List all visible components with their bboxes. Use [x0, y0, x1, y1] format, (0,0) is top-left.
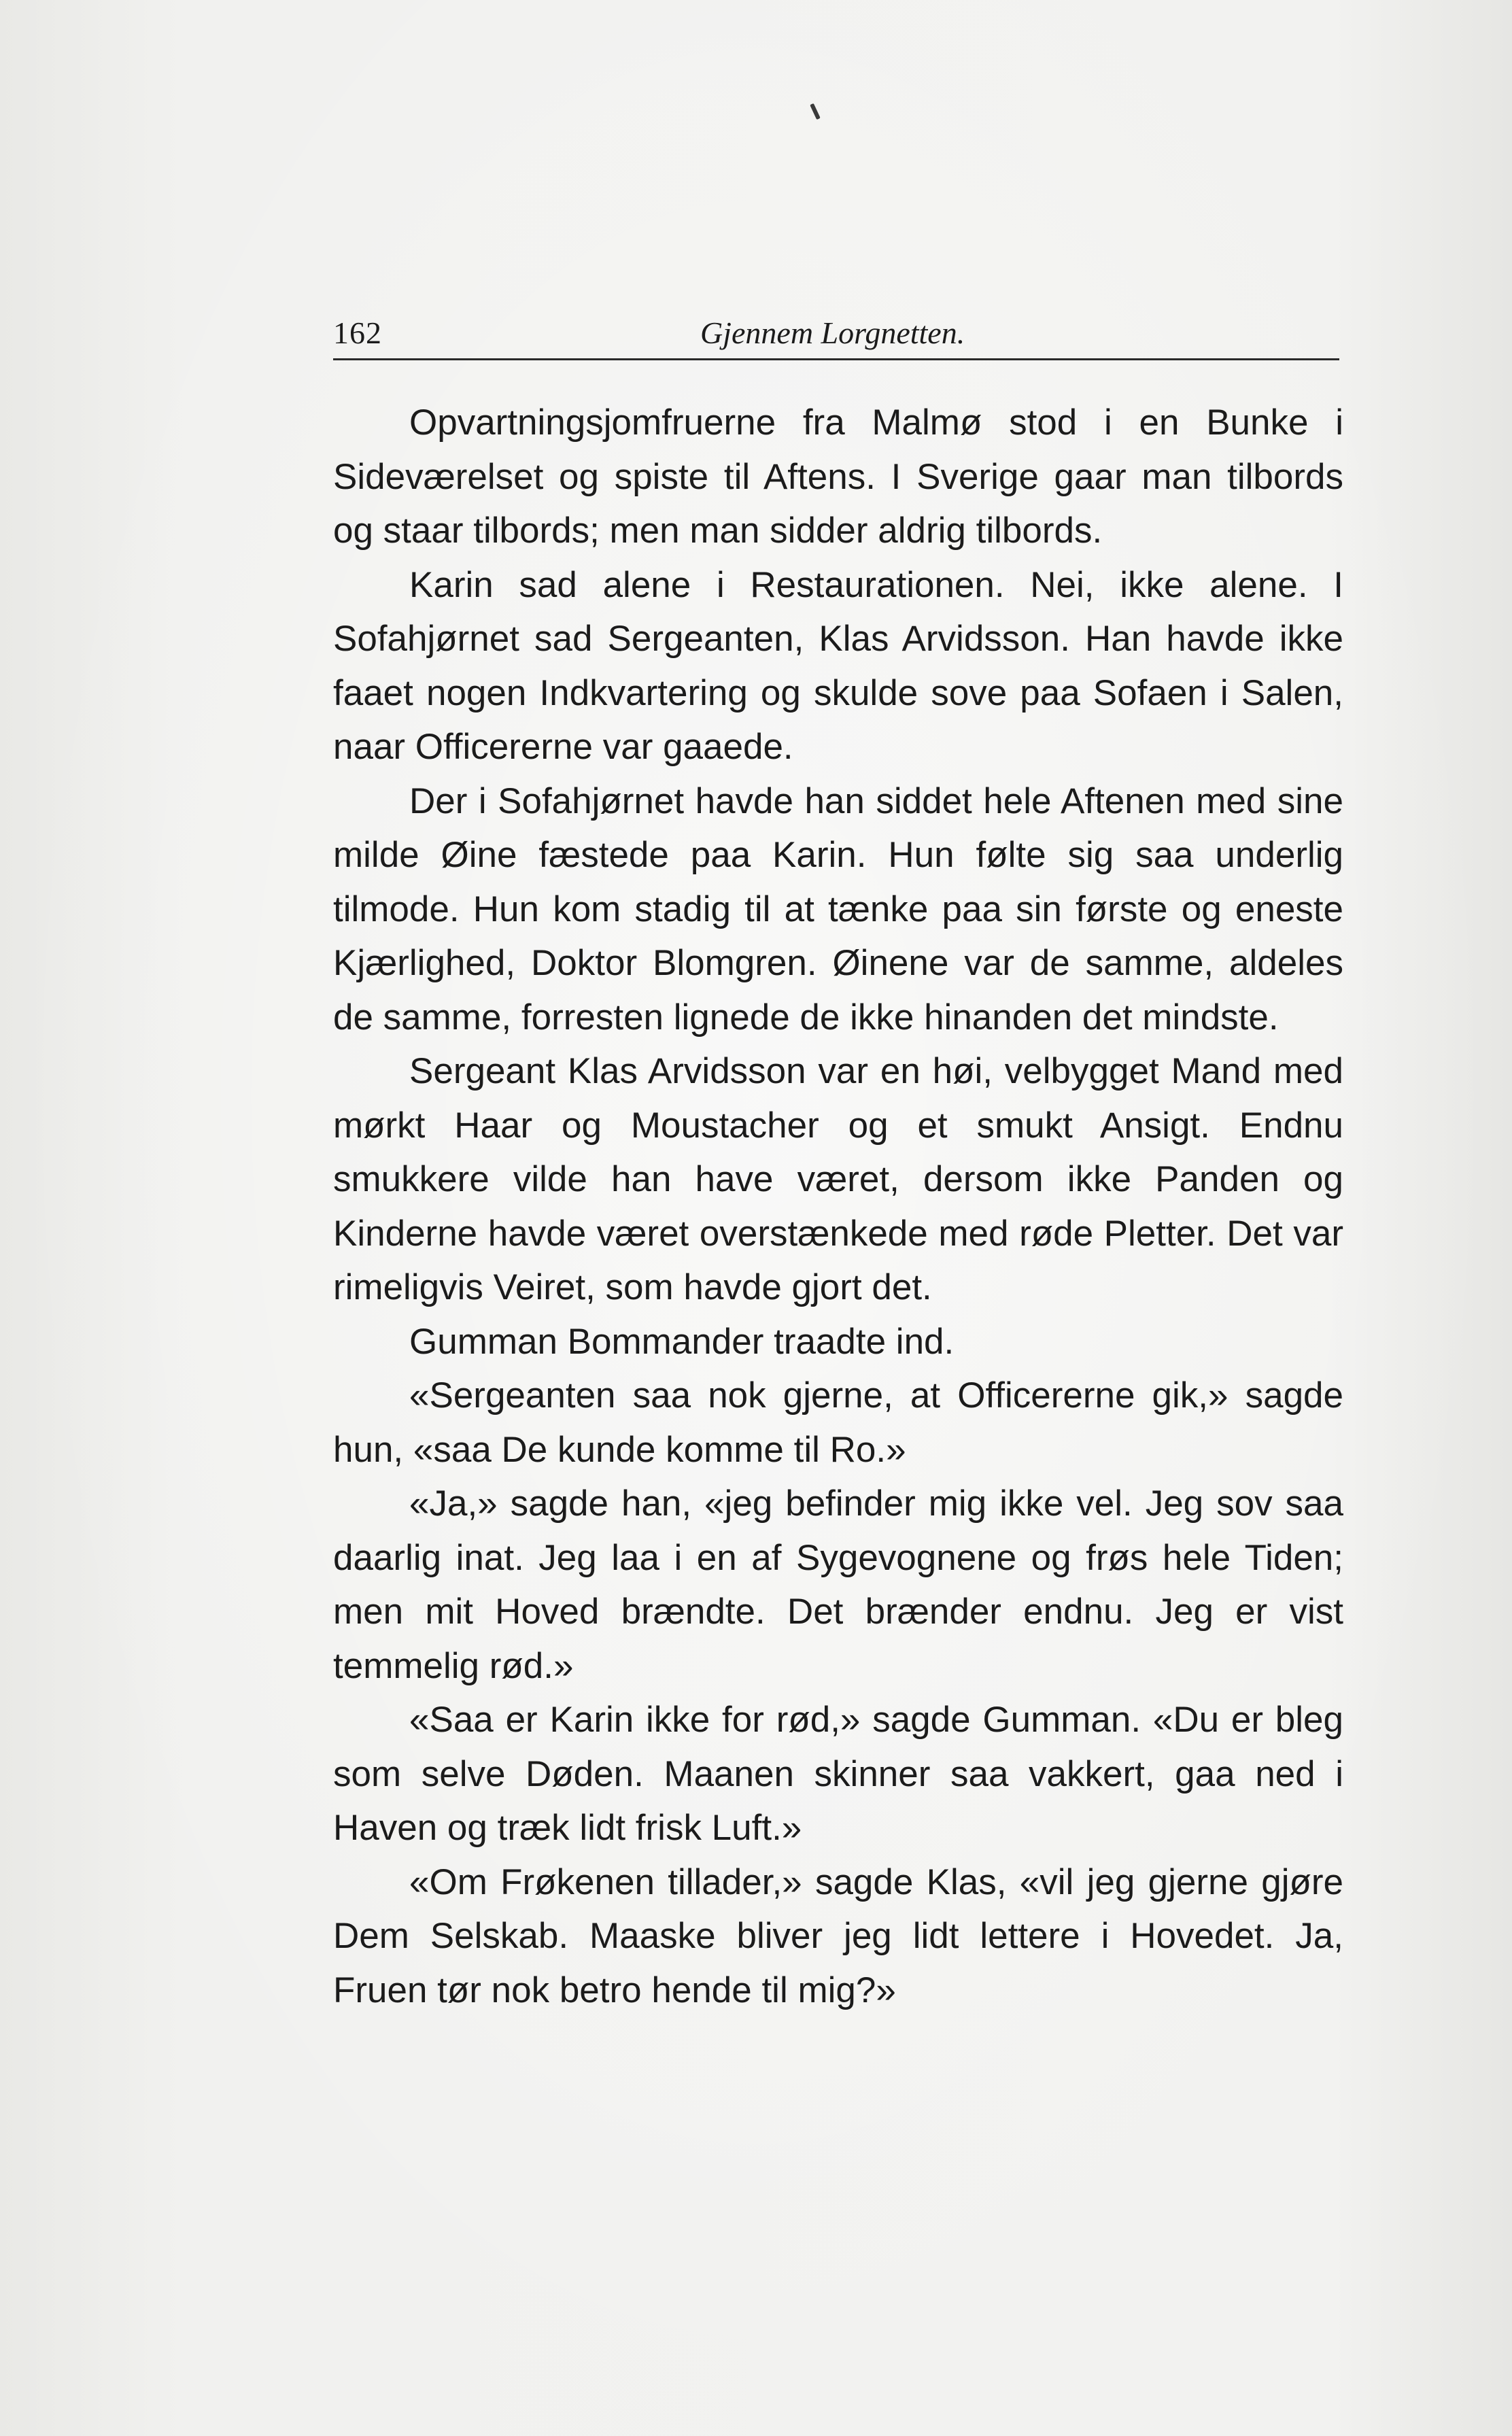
paragraph — [333, 1855, 1343, 2018]
paragraph — [333, 774, 1343, 1045]
page-number: 162 — [333, 315, 382, 350]
paragraph-text: Der i Sofahjørnet havde han siddet hele Aftenen med sine milde Øine fæstede paa Karin. Hun følte sig saa underlig tilmode. Hun kom stadig til at tænke paa sin første og eneste Kjærlighed, Doktor Blomgren. Øinene var de samme, aldeles de samme, forresten lignede de ikke hinanden det mindste. — [333, 780, 1343, 1037]
paragraph — [333, 1044, 1343, 1315]
ink-speck — [810, 103, 821, 120]
paragraph-text: «Ja,» sagde han, «jeg befinder mig ikke vel. Jeg sov saa daarlig inat. Jeg laa i en af Sygevognene og frøs hele Tiden; men mit Hoved brændte. Det brænder endnu. Jeg er vist temmelig rød.» — [333, 1483, 1343, 1686]
body-text — [333, 396, 1343, 2017]
paragraph-text: «Saa er Karin ikke for rød,» sagde Gumman. «Du er bleg som selve Døden. Maanen skinner saa vakkert, gaa ned i Haven og træk lidt frisk Luft.» — [333, 1700, 1343, 1848]
paragraph-text: «Om Frøkenen tillader,» sagde Klas, «vil jeg gjerne gjøre Dem Selskab. Maaske bliver jeg lidt lettere i Hovedet. Ja, Fruen tør nok betro hende til mig?» — [333, 1862, 1343, 2010]
paragraph — [333, 396, 1343, 558]
paragraph — [333, 1369, 1343, 1477]
paragraph — [333, 1693, 1343, 1855]
header-rule — [333, 358, 1339, 360]
paragraph-text: Opvartningsjomfruerne fra Malmø stod i en Bunke i Sideværelset og spiste til Aftens. I Sverige gaar man tilbords og staar tilbords; men man sidder aldrig tilbords. — [333, 402, 1343, 551]
page-header — [333, 299, 1339, 360]
paragraph — [333, 1315, 1343, 1369]
paragraph-text: Sergeant Klas Arvidsson var en høi, velbygget Mand med mørkt Haar og Moustacher og et smukt Ansigt. Endnu smukkere vilde han have været, dersom ikke Panden og Kinderne havde været overstænkede med røde Pletter. Det var rimeligvis Veiret, som havde gjort det. — [333, 1051, 1343, 1307]
paragraph-text: «Sergeanten saa nok gjerne, at Officererne gik,» sagde hun, «saa De kunde komme til Ro.» — [333, 1375, 1343, 1470]
running-title: Gjennem Lorgnetten. — [700, 315, 965, 350]
paragraph — [333, 558, 1343, 774]
paragraph-text: Karin sad alene i Restaurationen. Nei, ikke alene. I Sofahjørnet sad Sergeanten, Klas Arvidsson. Han havde ikke faaet nogen Indkvartering og skulde sove paa Sofaen i Salen, naar Officererne var gaaede. — [333, 564, 1343, 767]
paragraph-text: Gumman Bommander traadte ind. — [409, 1321, 955, 1362]
paragraph — [333, 1477, 1343, 1693]
